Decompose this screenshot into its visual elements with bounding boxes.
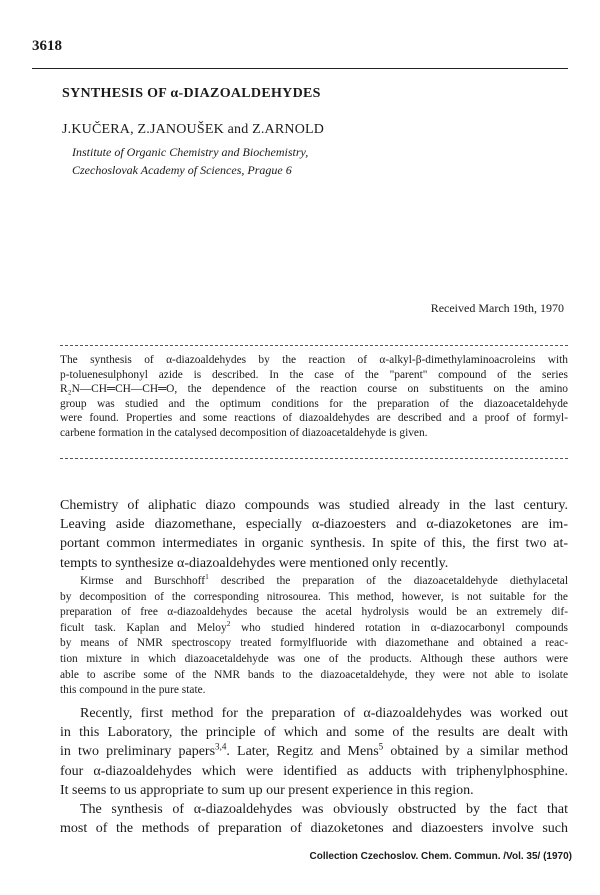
abstract-top-rule bbox=[60, 345, 568, 346]
citation-ref: 5 bbox=[378, 741, 384, 752]
received-date: Received March 19th, 1970 bbox=[430, 301, 564, 315]
text-line: Leaving aside diazomethane, especially α-diazoesters and α-diazoketones are im- bbox=[60, 517, 568, 533]
abstract-line: were found. Properties and some reactions of diazoaldehydes are described and a proof of formyl- bbox=[60, 412, 568, 425]
text-line: preparation of free α-diazoaldehydes because the acetal hydrolysis would be an extremely dif- bbox=[60, 606, 568, 619]
body-paragraph-1 bbox=[60, 496, 568, 573]
text-line: in this Laboratory, the principle of which and some of the results are dealt with bbox=[60, 725, 568, 741]
article-title: SYNTHESIS OF α-DIAZOALDEHYDES bbox=[62, 86, 321, 101]
text-line: by decomposition of the corresponding nitrosourea. This method, however, is not suitable for the bbox=[60, 590, 568, 603]
abstract-line: p-toluenesulphonyl azide is described. In the case of the "parent" compound of the series bbox=[60, 368, 568, 381]
text-line: tempts to synthesize α-diazoaldehydes were mentioned only recently. bbox=[60, 555, 449, 571]
page-number: 3618 bbox=[32, 38, 62, 54]
text-fragment: . Later, Regitz and Mens bbox=[226, 744, 379, 760]
text-line: Chemistry of aliphatic diazo compounds was studied already in the last century. bbox=[60, 498, 568, 513]
citation-ref: 2 bbox=[226, 618, 231, 628]
text-fragment: described the preparation of the diazoacetaldehyde diethylacetal bbox=[208, 575, 569, 587]
abstract-line: carbene formation in the catalysed decomposition of diazoacetaldehyde is given. bbox=[60, 426, 428, 439]
affiliation-line-2: Czechoslovak Academy of Sciences, Prague 6 bbox=[72, 163, 292, 177]
text-line bbox=[60, 742, 568, 761]
text-fragment: who studied hindered rotation in α-diazocarbonyl compounds bbox=[230, 621, 568, 634]
abstract-bottom-rule bbox=[60, 458, 568, 459]
text-fragment: ficult task. Kaplan and Meloy bbox=[60, 621, 227, 634]
affiliation-line-1: Institute of Organic Chemistry and Biochemistry, bbox=[72, 145, 309, 159]
abstract-line: The synthesis of α-diazoaldehydes by the reaction of α-alkyl-β-dimethylaminoacroleins with bbox=[60, 354, 568, 366]
text-line: portant common intermediates in organic synthesis. In spite of this, the first two at- bbox=[60, 536, 568, 552]
text-fragment: in two preliminary papers bbox=[60, 744, 216, 760]
text-line: Recently, first method for the preparation of α-diazoaldehydes was worked out bbox=[80, 706, 568, 721]
text-line: It seems to us appropriate to sum up our present experience in this region. bbox=[60, 782, 474, 798]
author-list: J.KUČERA, Z.JANOUŠEK and Z.ARNOLD bbox=[62, 122, 325, 137]
text-line: this compound in the pure state. bbox=[60, 684, 206, 697]
citation-ref: 1 bbox=[205, 572, 209, 582]
text-line: able to ascribe some of the NMR bands to the diazoacetaldehyde, they were not able to isolate bbox=[60, 668, 568, 681]
abstract-line: group was studied and the optimum conditions for the preparation of the diazoacetaldehyde bbox=[60, 397, 568, 410]
journal-footer: Collection Czechoslov. Chem. Commun. /Vol. 35/ (1970) bbox=[309, 851, 572, 862]
body-paragraph-3 bbox=[60, 704, 568, 800]
abstract bbox=[60, 353, 568, 441]
body-paragraph-2 bbox=[60, 574, 568, 699]
text-line: most of the methods of preparation of diazoketones and diazoesters involve such bbox=[60, 821, 568, 837]
text-line: four α-diazoaldehydes which were identified as adducts with triphenylphosphine. bbox=[60, 763, 568, 779]
text-fragment: obtained by a similar method bbox=[383, 744, 569, 760]
citation-ref: 3,4 bbox=[215, 741, 227, 752]
text-line: by means of NMR spectroscopy treated formylfluoride with diazomethane and obtained a reac- bbox=[60, 637, 568, 650]
text-line: tion mixture in which diazoacetaldehyde was one of the products. Although these authors were bbox=[60, 652, 568, 665]
text-line bbox=[60, 618, 568, 637]
text-fragment: Kirmse and Burschhoff bbox=[80, 575, 206, 587]
text-line bbox=[60, 574, 568, 590]
text-line: The synthesis of α-diazoaldehydes was obviously obstructed by the fact that bbox=[80, 802, 568, 817]
abstract-line: R₂N—CH═CH—CH═O, the dependence of the reaction course on substituents on the amino bbox=[60, 383, 568, 396]
body-paragraph-4 bbox=[60, 800, 568, 838]
header-rule bbox=[32, 68, 568, 69]
